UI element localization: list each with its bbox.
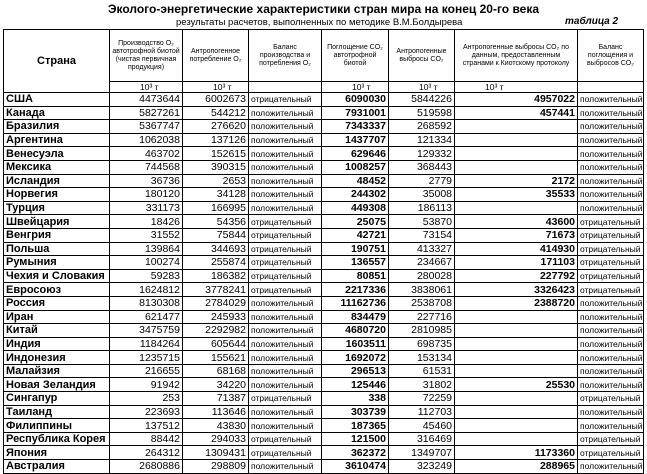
- co2-balance-cell: положительный: [578, 337, 644, 351]
- country-cell: Китай: [4, 324, 110, 338]
- co2-balance-cell: положительный: [578, 174, 644, 188]
- units-cell-empty: [578, 82, 644, 93]
- o2-balance-cell: положительный: [249, 460, 322, 474]
- country-cell: Таиланд: [4, 405, 110, 419]
- units-cell: 10³ т: [322, 82, 389, 93]
- co2-emissions-cell: 72259: [389, 392, 455, 406]
- co2-emissions-cell: 1349707: [389, 446, 455, 460]
- kyoto-emissions-cell: 171103: [455, 256, 578, 270]
- o2-balance-cell: положительный: [249, 174, 322, 188]
- table-body: [4, 93, 644, 474]
- table-row: [4, 228, 644, 242]
- table-row: [4, 106, 644, 120]
- kyoto-emissions-cell: [455, 120, 578, 134]
- kyoto-emissions-cell: 288965: [455, 460, 578, 474]
- co2-absorption-cell: 2217336: [322, 283, 389, 297]
- co2-absorption-cell: 834479: [322, 310, 389, 324]
- o2-balance-cell: положительный: [249, 133, 322, 147]
- data-table: [3, 29, 644, 474]
- o2-balance-cell: положительный: [249, 324, 322, 338]
- co2-emissions-cell: 153134: [389, 351, 455, 365]
- o2-production-cell: 18426: [110, 215, 183, 229]
- table-row: [4, 174, 644, 188]
- co2-emissions-cell: 45460: [389, 419, 455, 433]
- table-row: [4, 405, 644, 419]
- o2-consumption-cell: 155621: [183, 351, 249, 365]
- o2-balance-cell: положительный: [249, 106, 322, 120]
- country-cell: Румыния: [4, 256, 110, 270]
- co2-absorption-cell: 11162736: [322, 296, 389, 310]
- units-cell-empty: [249, 82, 322, 93]
- table-row: [4, 188, 644, 202]
- co2-emissions-cell: 280028: [389, 269, 455, 283]
- co2-balance-cell: положительный: [578, 460, 644, 474]
- o2-production-cell: 223693: [110, 405, 183, 419]
- o2-production-cell: 59283: [110, 269, 183, 283]
- o2-production-cell: 216655: [110, 364, 183, 378]
- kyoto-emissions-cell: 25530: [455, 378, 578, 392]
- country-cell: Индия: [4, 337, 110, 351]
- o2-consumption-cell: 2653: [183, 174, 249, 188]
- co2-balance-cell: положительный: [578, 364, 644, 378]
- co2-balance-cell: отрицательный: [578, 256, 644, 270]
- co2-absorption-cell: 1437707: [322, 133, 389, 147]
- o2-production-cell: 100274: [110, 256, 183, 270]
- o2-consumption-cell: 1309431: [183, 446, 249, 460]
- header-o2-consumption: Антропогенное потребление O₂: [183, 30, 249, 82]
- country-cell: Япония: [4, 446, 110, 460]
- o2-balance-cell: положительный: [249, 378, 322, 392]
- o2-balance-cell: положительный: [249, 364, 322, 378]
- o2-balance-cell: отрицательный: [249, 392, 322, 406]
- country-cell: Польша: [4, 242, 110, 256]
- header-row: [4, 30, 644, 82]
- country-cell: Филиппины: [4, 419, 110, 433]
- co2-emissions-cell: 35008: [389, 188, 455, 202]
- country-cell: Бразилия: [4, 120, 110, 134]
- co2-absorption-cell: 42721: [322, 228, 389, 242]
- co2-absorption-cell: 338: [322, 392, 389, 406]
- co2-balance-cell: отрицательный: [578, 228, 644, 242]
- co2-balance-cell: положительный: [578, 106, 644, 120]
- header-co2-balance: Баланс поглощения и выбросов CO₂: [578, 30, 644, 82]
- o2-production-cell: 5827261: [110, 106, 183, 120]
- units-cell: 10³ т: [455, 82, 578, 93]
- co2-balance-cell: отрицательный: [578, 446, 644, 460]
- co2-absorption-cell: 121500: [322, 432, 389, 446]
- co2-absorption-cell: 190751: [322, 242, 389, 256]
- o2-balance-cell: положительный: [249, 351, 322, 365]
- o2-balance-cell: отрицательный: [249, 228, 322, 242]
- page-subtitle: результаты расчетов, выполненных по методике В.М.Болдырева: [176, 17, 463, 28]
- table-row: [4, 310, 644, 324]
- o2-balance-cell: положительный: [249, 188, 322, 202]
- table-row: [4, 283, 644, 297]
- co2-absorption-cell: 6090030: [322, 93, 389, 107]
- o2-consumption-cell: 68168: [183, 364, 249, 378]
- co2-absorption-cell: 629646: [322, 147, 389, 161]
- country-cell: Венесуэла: [4, 147, 110, 161]
- o2-consumption-cell: 166995: [183, 201, 249, 215]
- table-row: [4, 160, 644, 174]
- o2-consumption-cell: 276620: [183, 120, 249, 134]
- kyoto-emissions-cell: [455, 432, 578, 446]
- kyoto-emissions-cell: [455, 419, 578, 433]
- o2-production-cell: 31552: [110, 228, 183, 242]
- country-cell: США: [4, 93, 110, 107]
- co2-emissions-cell: 2810985: [389, 324, 455, 338]
- country-cell: Чехия и Словакия: [4, 269, 110, 283]
- units-cell: 10³ т: [110, 82, 183, 93]
- kyoto-emissions-cell: [455, 324, 578, 338]
- o2-production-cell: 1624812: [110, 283, 183, 297]
- co2-absorption-cell: 48452: [322, 174, 389, 188]
- table-row: [4, 324, 644, 338]
- country-cell: Швейцария: [4, 215, 110, 229]
- table-row: [4, 133, 644, 147]
- o2-production-cell: 3475759: [110, 324, 183, 338]
- country-cell: Евросоюз: [4, 283, 110, 297]
- o2-balance-cell: положительный: [249, 160, 322, 174]
- co2-emissions-cell: 227716: [389, 310, 455, 324]
- kyoto-emissions-cell: [455, 337, 578, 351]
- table-row: [4, 364, 644, 378]
- o2-production-cell: 621477: [110, 310, 183, 324]
- header-kyoto-emissions: Антропогенные выбросы CO₂ по данным, предоставленным странами к Киотскому протоколу: [455, 30, 578, 82]
- co2-absorption-cell: 3610474: [322, 460, 389, 474]
- country-cell: Австралия: [4, 460, 110, 474]
- table-row: [4, 351, 644, 365]
- country-cell: Малайзия: [4, 364, 110, 378]
- kyoto-emissions-cell: 227792: [455, 269, 578, 283]
- o2-balance-cell: отрицательный: [249, 242, 322, 256]
- o2-consumption-cell: 3778241: [183, 283, 249, 297]
- o2-production-cell: 331173: [110, 201, 183, 215]
- co2-balance-cell: положительный: [578, 93, 644, 107]
- o2-balance-cell: положительный: [249, 120, 322, 134]
- co2-emissions-cell: 268592: [389, 120, 455, 134]
- co2-absorption-cell: 80851: [322, 269, 389, 283]
- o2-consumption-cell: 298809: [183, 460, 249, 474]
- units-cell: 10³ т: [183, 82, 249, 93]
- o2-production-cell: 1184264: [110, 337, 183, 351]
- kyoto-emissions-cell: [455, 351, 578, 365]
- co2-absorption-cell: 187365: [322, 419, 389, 433]
- co2-emissions-cell: 31802: [389, 378, 455, 392]
- table-label: таблица 2: [565, 16, 619, 27]
- o2-consumption-cell: 34220: [183, 378, 249, 392]
- co2-balance-cell: положительный: [578, 310, 644, 324]
- o2-balance-cell: отрицательный: [249, 283, 322, 297]
- o2-consumption-cell: 2292982: [183, 324, 249, 338]
- co2-balance-cell: отрицательный: [578, 242, 644, 256]
- o2-balance-cell: отрицательный: [249, 215, 322, 229]
- o2-production-cell: 91942: [110, 378, 183, 392]
- header-co2-emissions: Антропогенные выбросы CO₂: [389, 30, 455, 82]
- co2-balance-cell: положительный: [578, 324, 644, 338]
- co2-absorption-cell: 244302: [322, 188, 389, 202]
- co2-emissions-cell: 3838061: [389, 283, 455, 297]
- o2-consumption-cell: 34128: [183, 188, 249, 202]
- kyoto-emissions-cell: [455, 133, 578, 147]
- o2-production-cell: 253: [110, 392, 183, 406]
- country-cell: Норвегия: [4, 188, 110, 202]
- table-row: [4, 378, 644, 392]
- table-row: [4, 93, 644, 107]
- o2-production-cell: 88442: [110, 432, 183, 446]
- o2-consumption-cell: 54356: [183, 215, 249, 229]
- co2-emissions-cell: 519598: [389, 106, 455, 120]
- kyoto-emissions-cell: 457441: [455, 106, 578, 120]
- o2-production-cell: 4473644: [110, 93, 183, 107]
- kyoto-emissions-cell: 43600: [455, 215, 578, 229]
- kyoto-emissions-cell: 414930: [455, 242, 578, 256]
- o2-production-cell: 2680886: [110, 460, 183, 474]
- o2-consumption-cell: 245933: [183, 310, 249, 324]
- co2-balance-cell: положительный: [578, 120, 644, 134]
- kyoto-emissions-cell: [455, 364, 578, 378]
- co2-balance-cell: положительный: [578, 378, 644, 392]
- kyoto-emissions-cell: [455, 160, 578, 174]
- table-row: [4, 215, 644, 229]
- o2-balance-cell: отрицательный: [249, 432, 322, 446]
- co2-absorption-cell: 7931001: [322, 106, 389, 120]
- table-row: [4, 419, 644, 433]
- o2-balance-cell: положительный: [249, 337, 322, 351]
- header-o2-balance: Баланс производства и потребления O₂: [249, 30, 322, 82]
- co2-emissions-cell: 413327: [389, 242, 455, 256]
- co2-absorption-cell: 449308: [322, 201, 389, 215]
- country-cell: Венгрия: [4, 228, 110, 242]
- o2-consumption-cell: 390315: [183, 160, 249, 174]
- table-row: [4, 296, 644, 310]
- page-title: Эколого-энергетические характеристики стран мира на конец 20-го века: [107, 2, 540, 16]
- kyoto-emissions-cell: 71673: [455, 228, 578, 242]
- o2-production-cell: 139864: [110, 242, 183, 256]
- co2-balance-cell: положительный: [578, 188, 644, 202]
- o2-consumption-cell: 294033: [183, 432, 249, 446]
- co2-emissions-cell: 186113: [389, 201, 455, 215]
- kyoto-emissions-cell: 2172: [455, 174, 578, 188]
- table-row: [4, 392, 644, 406]
- country-cell: Исландия: [4, 174, 110, 188]
- co2-balance-cell: отрицательный: [578, 269, 644, 283]
- co2-absorption-cell: 1008257: [322, 160, 389, 174]
- header-co2-absorption: Поглощение CO₂ автотрофной биотой: [322, 30, 389, 82]
- o2-balance-cell: положительный: [249, 147, 322, 161]
- o2-balance-cell: положительный: [249, 296, 322, 310]
- co2-emissions-cell: 5844226: [389, 93, 455, 107]
- o2-balance-cell: положительный: [249, 310, 322, 324]
- kyoto-emissions-cell: 1173360: [455, 446, 578, 460]
- co2-balance-cell: положительный: [578, 201, 644, 215]
- co2-balance-cell: положительный: [578, 405, 644, 419]
- co2-absorption-cell: 25075: [322, 215, 389, 229]
- co2-emissions-cell: 2779: [389, 174, 455, 188]
- o2-consumption-cell: 255874: [183, 256, 249, 270]
- o2-production-cell: 180120: [110, 188, 183, 202]
- kyoto-emissions-cell: 4957022: [455, 93, 578, 107]
- kyoto-emissions-cell: [455, 310, 578, 324]
- co2-emissions-cell: 53870: [389, 215, 455, 229]
- co2-emissions-cell: 73154: [389, 228, 455, 242]
- country-cell: Сингапур: [4, 392, 110, 406]
- kyoto-emissions-cell: 2388720: [455, 296, 578, 310]
- co2-absorption-cell: 1603511: [322, 337, 389, 351]
- o2-production-cell: 1062038: [110, 133, 183, 147]
- table-row: [4, 269, 644, 283]
- kyoto-emissions-cell: 3326423: [455, 283, 578, 297]
- units-cell: 10³ т: [389, 82, 455, 93]
- country-cell: Россия: [4, 296, 110, 310]
- o2-production-cell: 463702: [110, 147, 183, 161]
- co2-absorption-cell: 1692072: [322, 351, 389, 365]
- o2-balance-cell: отрицательный: [249, 269, 322, 283]
- co2-emissions-cell: 234667: [389, 256, 455, 270]
- o2-consumption-cell: 544212: [183, 106, 249, 120]
- o2-production-cell: 8130308: [110, 296, 183, 310]
- o2-production-cell: 137512: [110, 419, 183, 433]
- table-row: [4, 460, 644, 474]
- co2-emissions-cell: 316469: [389, 432, 455, 446]
- o2-consumption-cell: 71387: [183, 392, 249, 406]
- o2-balance-cell: отрицательный: [249, 93, 322, 107]
- co2-absorption-cell: 125446: [322, 378, 389, 392]
- co2-emissions-cell: 323249: [389, 460, 455, 474]
- co2-emissions-cell: 61531: [389, 364, 455, 378]
- country-cell: Турция: [4, 201, 110, 215]
- o2-balance-cell: отрицательный: [249, 446, 322, 460]
- o2-consumption-cell: 113646: [183, 405, 249, 419]
- kyoto-emissions-cell: [455, 392, 578, 406]
- co2-emissions-cell: 2538708: [389, 296, 455, 310]
- co2-absorption-cell: 136557: [322, 256, 389, 270]
- o2-production-cell: 264312: [110, 446, 183, 460]
- table-row: [4, 432, 644, 446]
- co2-balance-cell: положительный: [578, 133, 644, 147]
- o2-consumption-cell: 605644: [183, 337, 249, 351]
- o2-consumption-cell: 43830: [183, 419, 249, 433]
- country-cell: Республика Корея: [4, 432, 110, 446]
- table-row: [4, 446, 644, 460]
- country-cell: Индонезия: [4, 351, 110, 365]
- co2-balance-cell: положительный: [578, 419, 644, 433]
- country-cell: Канада: [4, 106, 110, 120]
- co2-absorption-cell: 296513: [322, 364, 389, 378]
- o2-consumption-cell: 344693: [183, 242, 249, 256]
- o2-consumption-cell: 6002673: [183, 93, 249, 107]
- country-cell: Мексика: [4, 160, 110, 174]
- header-o2-production: Производство O₂ автотрофной биотой (чистая первичная продукция): [110, 30, 183, 82]
- kyoto-emissions-cell: 35533: [455, 188, 578, 202]
- header-country: Страна: [4, 30, 110, 93]
- co2-balance-cell: положительный: [578, 296, 644, 310]
- co2-balance-cell: положительный: [578, 351, 644, 365]
- o2-consumption-cell: 2784029: [183, 296, 249, 310]
- o2-production-cell: 36736: [110, 174, 183, 188]
- co2-emissions-cell: 368443: [389, 160, 455, 174]
- co2-absorption-cell: 4680720: [322, 324, 389, 338]
- kyoto-emissions-cell: [455, 147, 578, 161]
- o2-balance-cell: отрицательный: [249, 256, 322, 270]
- o2-consumption-cell: 137126: [183, 133, 249, 147]
- co2-emissions-cell: 121334: [389, 133, 455, 147]
- country-cell: Аргентина: [4, 133, 110, 147]
- co2-absorption-cell: 7343337: [322, 120, 389, 134]
- table-row: [4, 147, 644, 161]
- o2-production-cell: 1235715: [110, 351, 183, 365]
- co2-balance-cell: отрицательный: [578, 215, 644, 229]
- country-cell: Новая Зеландия: [4, 378, 110, 392]
- table-row: [4, 337, 644, 351]
- co2-emissions-cell: 112703: [389, 405, 455, 419]
- table-row: [4, 256, 644, 270]
- o2-balance-cell: положительный: [249, 405, 322, 419]
- co2-balance-cell: положительный: [578, 160, 644, 174]
- o2-production-cell: 5367747: [110, 120, 183, 134]
- table-row: [4, 120, 644, 134]
- o2-balance-cell: положительный: [249, 201, 322, 215]
- o2-consumption-cell: 186382: [183, 269, 249, 283]
- table-row: [4, 201, 644, 215]
- o2-consumption-cell: 75844: [183, 228, 249, 242]
- co2-emissions-cell: 129332: [389, 147, 455, 161]
- kyoto-emissions-cell: [455, 201, 578, 215]
- co2-absorption-cell: 362372: [322, 446, 389, 460]
- co2-balance-cell: отрицательный: [578, 283, 644, 297]
- o2-balance-cell: положительный: [249, 419, 322, 433]
- o2-production-cell: 744568: [110, 160, 183, 174]
- o2-consumption-cell: 152615: [183, 147, 249, 161]
- kyoto-emissions-cell: [455, 405, 578, 419]
- co2-absorption-cell: 303739: [322, 405, 389, 419]
- country-cell: Иран: [4, 310, 110, 324]
- co2-balance-cell: положительный: [578, 147, 644, 161]
- table-row: [4, 242, 644, 256]
- co2-emissions-cell: 698735: [389, 337, 455, 351]
- co2-balance-cell: отрицательный: [578, 432, 644, 446]
- co2-balance-cell: отрицательный: [578, 392, 644, 406]
